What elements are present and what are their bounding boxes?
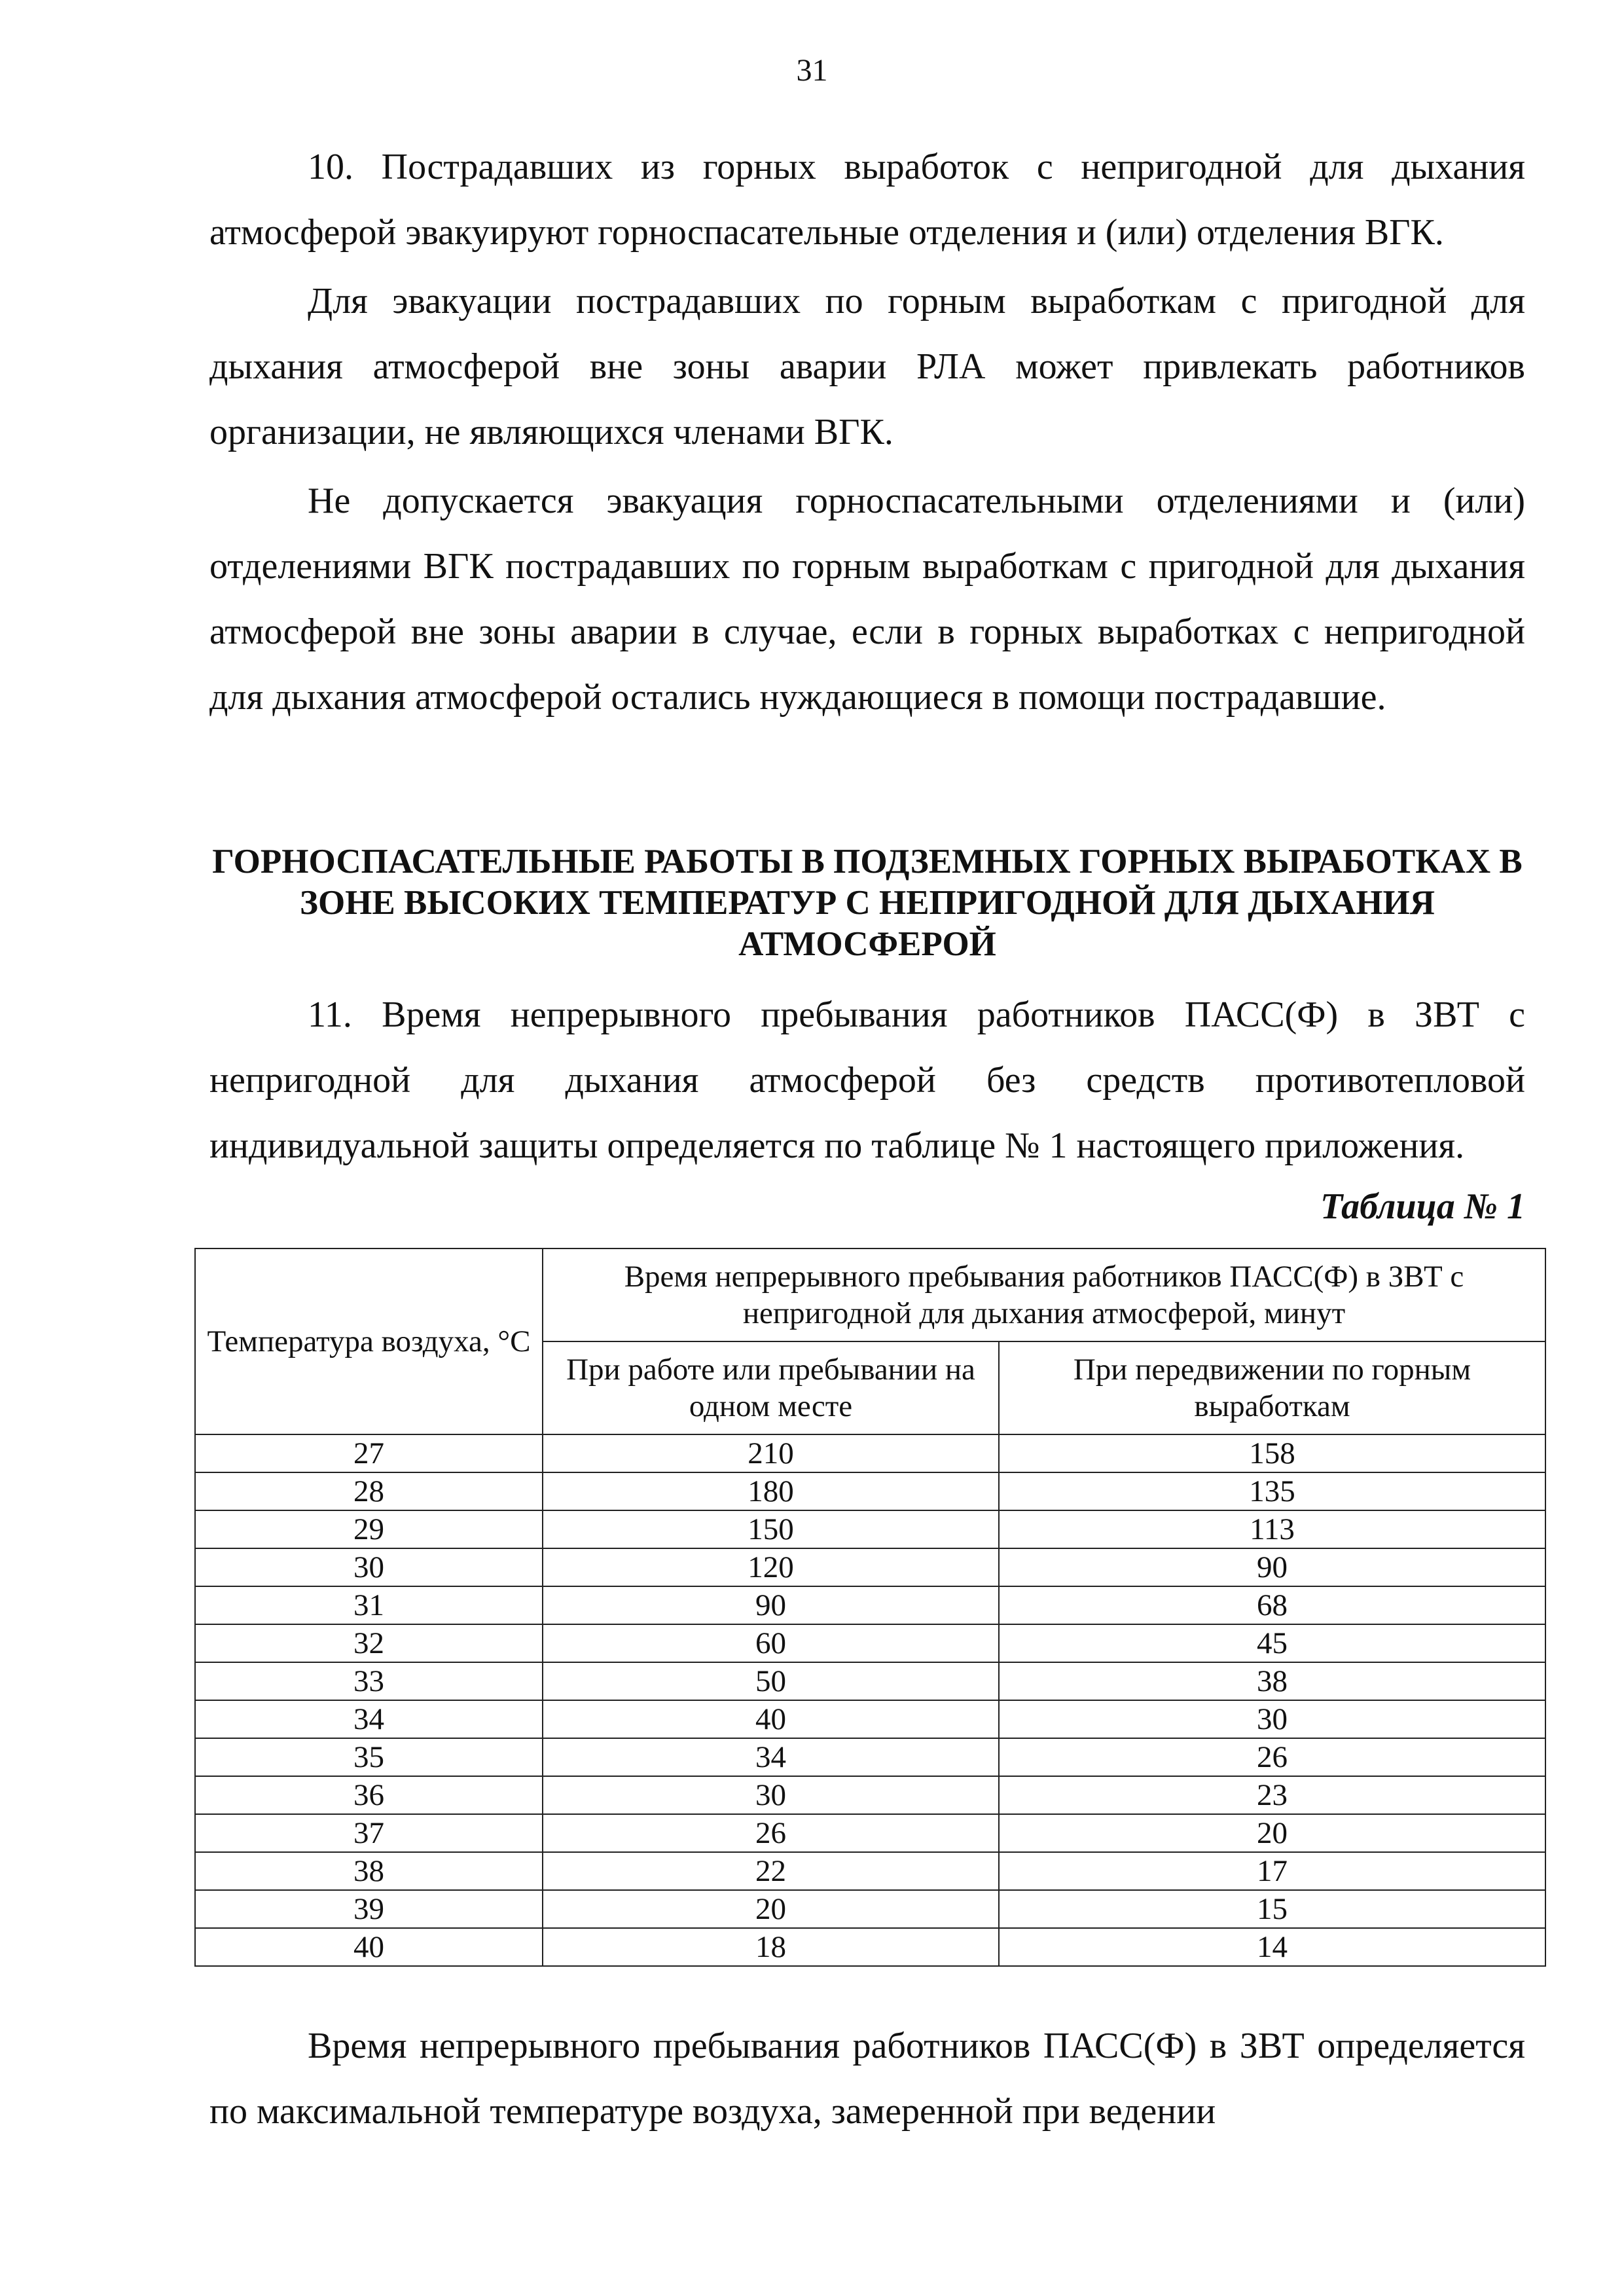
stationary-time-cell: 22: [543, 1852, 999, 1890]
temperature-cell: 40: [195, 1928, 543, 1966]
temperature-cell: 29: [195, 1510, 543, 1548]
temperature-cell: 31: [195, 1586, 543, 1624]
stationary-time-cell: 150: [543, 1510, 999, 1548]
table-row: [195, 1434, 1545, 1472]
moving-time-cell: 68: [999, 1586, 1545, 1624]
moving-time-cell: 20: [999, 1814, 1545, 1852]
header-group: Время непрерывного пребывания работников ПАСС(Ф) в ЗВТ с непригодной для дыхания атмосферой, минут: [543, 1248, 1545, 1341]
temperature-cell: 39: [195, 1890, 543, 1928]
header-stationary: При работе или пребывании на одном месте: [543, 1341, 999, 1434]
stationary-time-cell: 180: [543, 1472, 999, 1510]
moving-time-cell: 90: [999, 1548, 1545, 1586]
table-body: [195, 1434, 1545, 1966]
temperature-cell: 27: [195, 1434, 543, 1472]
paragraph-evacuation: Для эвакуации пострадавших по горным выработкам с пригодной для дыхания атмосферой вне зоны аварии РЛА может привлекать работников организации, не являющихся членами ВГК.: [209, 281, 1525, 452]
table-row: [195, 1662, 1545, 1700]
stationary-time-cell: 120: [543, 1548, 999, 1586]
temperature-cell: 28: [195, 1472, 543, 1510]
time-table: [194, 1248, 1546, 1967]
table-row: [195, 1586, 1545, 1624]
header-temperature: Температура воздуха, °С: [195, 1248, 543, 1434]
paragraph-10: 10. Пострадавших из горных выработок с непригодной для дыхания атмосферой эвакуируют горноспасательные отделения и (или) отделения ВГК.: [209, 147, 1525, 253]
moving-time-cell: 45: [999, 1624, 1545, 1662]
stationary-time-cell: 40: [543, 1700, 999, 1738]
stationary-time-cell: 90: [543, 1586, 999, 1624]
stationary-time-cell: 60: [543, 1624, 999, 1662]
header-moving: При передвижении по горным выработкам: [999, 1341, 1545, 1434]
moving-time-cell: 23: [999, 1776, 1545, 1814]
stationary-time-cell: 50: [543, 1662, 999, 1700]
paragraph-11: 11. Время непрерывного пребывания работников ПАСС(Ф) в ЗВТ с непригодной для дыхания атмосферой без средств противотепловой индивидуальной защиты определяется по таблице № 1 настоящего приложения.: [209, 994, 1525, 1166]
section-heading: ГОРНОСПАСАТЕЛЬНЫЕ РАБОТЫ В ПОДЗЕМНЫХ ГОРНЫХ ВЫРАБОТКАХ В ЗОНЕ ВЫСОКИХ ТЕМПЕРАТУР С НЕПРИГОДНОЙ ДЛЯ ДЫХАНИЯ АТМОСФЕРОЙ: [212, 843, 1523, 963]
table-row: [195, 1776, 1545, 1814]
stationary-time-cell: 34: [543, 1738, 999, 1776]
table-row: [195, 1624, 1545, 1662]
paragraph-prohibition: Не допускается эвакуация горноспасательными отделениями и (или) отделениями ВГК пострадавших по горным выработкам с пригодной для дыхания атмосферой вне зоны аварии в случае, если в горных выработках с непригодной для дыхания атмосферой остались нуждающиеся в помощи пострадавшие.: [209, 481, 1525, 718]
paragraph-continuation: Время непрерывного пребывания работников ПАСС(Ф) в ЗВТ определяется по максимальной температуре воздуха, замеренной при ведении: [209, 2026, 1525, 2132]
stationary-time-cell: 20: [543, 1890, 999, 1928]
moving-time-cell: 15: [999, 1890, 1545, 1928]
temperature-cell: 37: [195, 1814, 543, 1852]
stationary-time-cell: 210: [543, 1434, 999, 1472]
temperature-cell: 34: [195, 1700, 543, 1738]
temperature-cell: 33: [195, 1662, 543, 1700]
stationary-time-cell: 30: [543, 1776, 999, 1814]
page-number: 31: [796, 53, 828, 88]
table-row: [195, 1548, 1545, 1586]
temperature-cell: 36: [195, 1776, 543, 1814]
table-row: [195, 1510, 1545, 1548]
table-row: [195, 1852, 1545, 1890]
table-caption: Таблица № 1: [1320, 1186, 1525, 1227]
moving-time-cell: 14: [999, 1928, 1545, 1966]
moving-time-cell: 113: [999, 1510, 1545, 1548]
moving-time-cell: 30: [999, 1700, 1545, 1738]
table-row: [195, 1472, 1545, 1510]
temperature-cell: 32: [195, 1624, 543, 1662]
table-row: [195, 1890, 1545, 1928]
moving-time-cell: 26: [999, 1738, 1545, 1776]
moving-time-cell: 135: [999, 1472, 1545, 1510]
moving-time-cell: 17: [999, 1852, 1545, 1890]
temperature-cell: 38: [195, 1852, 543, 1890]
temperature-cell: 35: [195, 1738, 543, 1776]
table-row: [195, 1814, 1545, 1852]
stationary-time-cell: 26: [543, 1814, 999, 1852]
temperature-cell: 30: [195, 1548, 543, 1586]
table-row: [195, 1928, 1545, 1966]
moving-time-cell: 38: [999, 1662, 1545, 1700]
stationary-time-cell: 18: [543, 1928, 999, 1966]
table-row: [195, 1738, 1545, 1776]
table-row: [195, 1700, 1545, 1738]
moving-time-cell: 158: [999, 1434, 1545, 1472]
